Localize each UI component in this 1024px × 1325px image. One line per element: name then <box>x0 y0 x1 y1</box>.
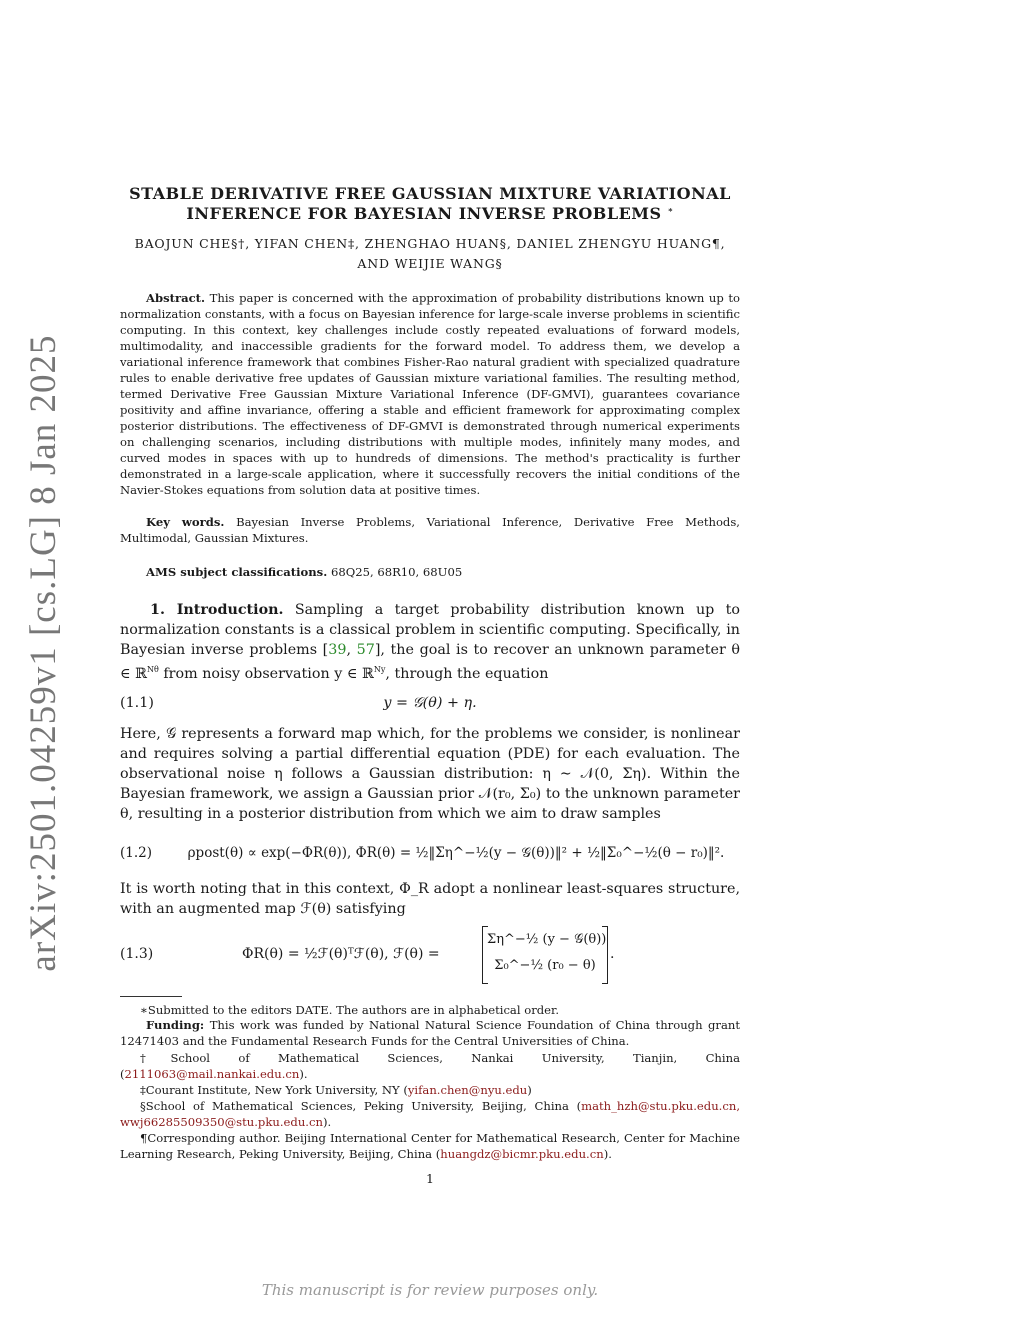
abstract-label: Abstract. <box>146 291 206 305</box>
footnote-nankai-email-line: (2111063@mail.nankai.edu.cn). <box>120 1067 308 1081</box>
paper-title-line2 <box>120 204 740 223</box>
equation-1-3-matrix <box>482 926 608 984</box>
email-link-nyu[interactable]: yifan.chen@nyu.edu <box>407 1083 528 1097</box>
equation-1-3 <box>120 926 740 986</box>
keywords-label: Key words. <box>146 515 225 529</box>
dim-y-sup: Ny <box>373 665 386 674</box>
abstract <box>120 290 740 498</box>
email-link-pku-1[interactable]: math_hzh@stu.pku.edu.cn, <box>581 1099 740 1113</box>
citation-separator: , <box>346 642 357 658</box>
equation-1-3-period: . <box>610 946 615 962</box>
equation-1-3-number: (1.3) <box>120 946 154 962</box>
footnote-funding <box>120 1017 740 1049</box>
intro-paragraph-3: It is worth noting that in this context, Φ_R adopt a nonlinear least-squares structure, with an augmented map ℱ(θ) satisfying <box>120 881 740 917</box>
ams-classifications <box>120 564 740 580</box>
email-link-nankai[interactable]: 2111063@mail.nankai.edu.cn <box>124 1067 300 1081</box>
footnote-pku: §School of Mathematical Sciences, Peking University, Beijing, China (math_hzh@stu.pku.edu.cn, wwj66285509350@stu.pku.edu.cn). <box>120 1099 740 1129</box>
paper-title-line2-text: INFERENCE FOR BAYESIAN INVERSE PROBLEMS <box>186 204 662 223</box>
dim-theta-sup: Nθ <box>147 665 159 674</box>
footnote-nankai: †School of Mathematical Sciences, Nankai University, Tianjin, China <box>140 1051 740 1065</box>
footnote-divider <box>120 996 182 997</box>
intro-p1-part-d: , through the equation <box>385 665 549 682</box>
footnote-corresponding: ¶Corresponding author. Beijing International Center for Mathematical Research, Center for Machine Learning Research, Peking University, Beijing, China (huangdz@bicmr.pku.edu.cn). <box>120 1131 740 1161</box>
equation-1-2-number: (1.2) <box>120 845 153 861</box>
keywords <box>120 514 740 546</box>
footnote-pku-text: §School of Mathematical Sciences, Peking University, Beijing, China ( <box>140 1099 582 1113</box>
footnote-submitted: ∗Submitted to the editors DATE. The authors are in alphabetical order. <box>140 1003 559 1017</box>
intro-paragraph-1 <box>120 600 740 684</box>
ams-text: 68Q25, 68R10, 68U05 <box>330 565 463 579</box>
intro-paragraph-2: Here, 𝒢 represents a forward map which, for the problems we consider, is nonlinear and requires solving a partial differential equation (PDE) for each evaluation. The observational noise η follows a Gaussian distribution: η ∼ 𝒩(0, Ση). Within the Bayesian framework, we assign a Gaussian prior 𝒩(r₀, Σ₀) to the unknown parameter θ, resulting in a posterior distribution from which we aim to draw samples <box>120 726 740 822</box>
title-footnote-mark: ∗ <box>667 204 674 215</box>
equation-1-3-lhs: ΦR(θ) = ½ℱ(θ)ᵀℱ(θ), ℱ(θ) = <box>242 946 440 962</box>
page-number: 1 <box>426 1171 434 1186</box>
footnote-courant: ‡Courant Institute, New York University, NY (yifan.chen@nyu.edu) <box>140 1083 532 1097</box>
equation-1-2-body: ρpost(θ) ∝ exp(−ΦR(θ)), ΦR(θ) = ½‖Ση^−½(y − 𝒢(θ))‖² + ½‖Σ₀^−½(θ − r₀)‖². <box>187 845 725 861</box>
citation-57[interactable]: 57 <box>356 642 375 658</box>
equation-1-1-body: y = 𝒢(θ) + η. <box>383 695 477 711</box>
footnote-corresponding-text: ¶Corresponding author. Beijing International Center for Mathematical Research, Center for Machine Learning Research, Peking University, Beijing, China ( <box>120 1131 740 1161</box>
equation-1-1-number: (1.1) <box>120 695 154 711</box>
paper-title-line1: STABLE DERIVATIVE FREE GAUSSIAN MIXTURE VARIATIONAL <box>129 184 731 203</box>
funding-label: Funding: <box>146 1018 205 1032</box>
equation-1-2 <box>120 843 740 865</box>
matrix-row-2: Σ₀^−½ (r₀ − θ) <box>494 958 596 973</box>
ams-label: AMS subject classifications. <box>146 565 328 579</box>
arxiv-sidebar-stamp: arXiv:2501.04259v1 [cs.LG] 8 Jan 2025 <box>23 334 64 972</box>
funding-text: This work was funded by National Natural Science Foundation of China through grant 12471403 and the Fundamental Research Funds for the Central Universities of China. <box>120 1018 741 1048</box>
citation-39[interactable]: 39 <box>328 642 347 658</box>
intro-p1-part-c: from noisy observation y ∈ ℝ <box>158 665 374 682</box>
footnote-courant-text: ‡Courant Institute, New York University, NY ( <box>140 1083 408 1097</box>
equation-1-1 <box>120 693 740 715</box>
keywords-text: Bayesian Inverse Problems, Variational Inference, Derivative Free Methods, Multimodal, Gaussian Mixtures. <box>120 515 740 545</box>
matrix-row-1: Ση^−½ (y − 𝒢(θ)) <box>487 932 607 947</box>
intro-p1-part-a: Sampling a target probability distribution known up to normalization constants is a classical problem in scientific computing. Specifically, in Bayesian inverse problems [ <box>120 602 741 658</box>
authors-line2: AND WEIJIE WANG§ <box>357 256 503 271</box>
intro-p1-part-b: ], the goal is to recover an unknown parameter θ ∈ ℝ <box>120 642 741 682</box>
review-notice: This manuscript is for review purposes only. <box>261 1281 599 1299</box>
email-link-bicmr[interactable]: huangdz@bicmr.pku.edu.cn <box>440 1147 604 1161</box>
abstract-text: This paper is concerned with the approximation of probability distributions known up to normalization constants, with a focus on Bayesian inference for large-scale inverse problems in scientific computing. In this context, key challenges include costly repeated evaluations of forward models, multimodality, and inaccessible gradients for the forward model. To address them, we develop a variational inference framework that combines Fisher-Rao natural gradient with specialized quadrature rules to enable derivative free updates of Gaussian mixture variational families. The resulting method, termed Derivative Free Gaussian Mixture Variational Inference (DF-GMVI), guarantees covariance positivity and affine invariance, offering a stable and efficient framework for approximating complex posterior distributions. The effectiveness of DF-GMVI is demonstrated through numerical experiments on challenging scenarios, including distributions with multiple modes, infinitely many modes, and curved modes in spaces with up to hundreds of dimensions. The method's practicality is further demonstrated in a large-scale application, where it successfully recovers the initial conditions of the Navier-Stokes equations from solution data at positive times. <box>120 291 741 497</box>
section-heading: 1. Introduction. <box>150 602 284 618</box>
email-link-pku-2[interactable]: wwj66285509350@stu.pku.edu.cn <box>120 1115 323 1129</box>
authors-line1: BAOJUN CHE§†, YIFAN CHEN‡, ZHENGHAO HUAN§, DANIEL ZHENGYU HUANG¶, <box>134 236 726 251</box>
